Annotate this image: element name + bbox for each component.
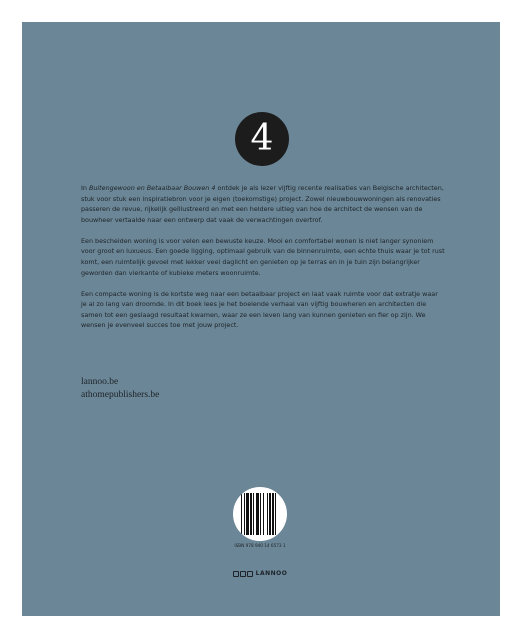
barcode-bar: [260, 493, 261, 535]
barcode: [233, 487, 287, 541]
barcode-bar: [253, 493, 254, 535]
publisher-links: [81, 376, 281, 402]
barcode-bar: [272, 493, 274, 535]
barcode-bar: [250, 493, 252, 535]
volume-badge: [235, 112, 289, 166]
barcode-bar: [256, 493, 259, 535]
lannoo-logo-icon: [233, 571, 253, 577]
publisher-mark: [200, 570, 320, 577]
blurb-paragraph-3: Een compacte woning is de kortste weg naar een betaalbaar project en laat vaak ruimte voor dat extratje waar je al zo lang van droomde. In dit boek lees je het boeiende verhaal van vijftig bouwheren en architecten die samen tot een geslaagd resultaat kwamen, waar ze een leven lang van kunnen genieten en fier op zijn. We wensen je evenveel succes toe met jouw project.: [81, 289, 438, 330]
barcode-bar: [269, 493, 271, 535]
volume-number: 4: [250, 118, 274, 159]
barcode-bar: [246, 493, 249, 535]
barcode-bar: [241, 493, 242, 535]
barcode-bar: [263, 493, 264, 535]
blurb-paragraph-2: Een bescheiden woning is voor velen een bewuste keuze. Mooi en comfortabel wonen is niet langer synoniem voor groot en luxueus. Een goede ligging, optimaal gebruik van de binnenruimte, een echte thuis waar je tot rust komt, een ruimtelijk gevoel met lekker veel daglicht en genieten op je terras en in je tuin zijn belangrijker geworden dan vierkante of kubieke meters woonruimte.: [81, 236, 445, 277]
isbn-label: ISBN 978 940 14 6573 1: [234, 543, 286, 548]
barcode-bar: [244, 493, 245, 535]
barcode-bar: [267, 493, 268, 535]
link-lannoo[interactable]: lannoo.be: [81, 377, 119, 387]
link-athomepublishers[interactable]: athomepublishers.be: [81, 390, 160, 400]
book-title: Buitengewoon en Betaalbaar Bouwen 4: [88, 184, 216, 192]
blurb: [81, 183, 445, 341]
blurb-paragraph-1: In Buitengewoon en Betaalbaar Bouwen 4 ontdek je als lezer vijftig recente realisaties van Belgische architecten, stuk voor stuk een inspiratiebron voor je eigen (toekomstige) project. Zowel nieuwbouwwoningen als renovaties passeren de revue, rijkelijk geïllustreerd en met een heldere uitleg van hoe de architect de wensen van de bouwheer vertaalde naar een ontwerp dat vaak de verwachtingen overtrof.: [81, 184, 444, 224]
barcode-graphic: [233, 487, 287, 541]
publisher-name: LANNOO: [255, 570, 288, 577]
barcode-bar: [275, 493, 276, 535]
